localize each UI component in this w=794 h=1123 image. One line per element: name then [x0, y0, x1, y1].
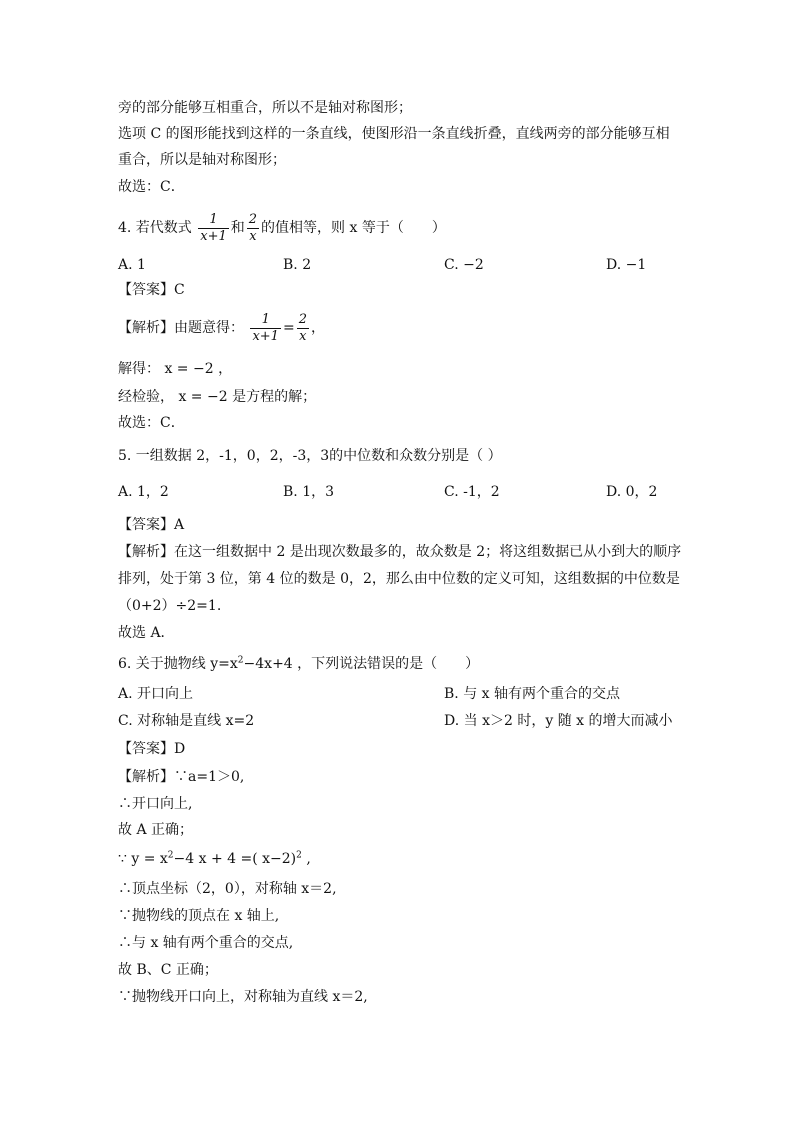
- question-4: [118, 210, 446, 246]
- text-line: 故选：C．: [118, 415, 185, 431]
- text-line: 选项 C 的图形能找到这样的一条直线，使图形沿一条直线折叠，直线两旁的部分能够互相: [118, 126, 670, 142]
- fraction-denominator: x: [249, 228, 257, 244]
- question-5: 5. 一组数据 2，-1，0，2，-3，3的中位数和众数分别是（ ）: [118, 448, 502, 464]
- text-line: ∵抛物线的顶点在 x 轴上,: [118, 908, 280, 924]
- analysis-suffix: ，: [310, 320, 325, 336]
- fraction-numerator: 2: [298, 311, 307, 327]
- text-line: 排列，处于第 3 位，第 4 位的数是 0，2，那么由中位数的定义可知，这组数据的中位数是: [118, 571, 680, 587]
- text-line: ∴与 x 轴有两个重合的交点,: [118, 935, 294, 951]
- fraction: [247, 212, 259, 245]
- fraction-numerator: 1: [261, 311, 270, 327]
- analysis: 【解析】∵a=1＞0,: [118, 769, 245, 785]
- option-b: B. 与 x 轴有两个重合的交点: [444, 686, 620, 702]
- analysis: 【解析】在这一组数据中 2 是出现次数最多的，故众数是 2；将这组数据已从小到大的顺序: [118, 544, 682, 560]
- question-6: [118, 654, 479, 674]
- question-4-suffix: 的值相等，则 x 等于（ ）: [261, 220, 446, 236]
- answer: 【答案】D: [118, 741, 186, 757]
- analysis-prefix: 【解析】由题意得：: [118, 320, 244, 336]
- formula-prefix: ∵ y = x: [118, 851, 168, 867]
- option-c: C. -1，2: [444, 484, 500, 500]
- option-d: D. 0，2: [606, 484, 658, 500]
- fraction-denominator: x+1: [252, 328, 279, 344]
- text-line: ∵抛物线开口向上，对称轴为直线 x＝2,: [118, 989, 368, 1005]
- fraction-denominator: x+1: [200, 228, 227, 244]
- text-line: ∴顶点坐标（2，0），对称轴 x＝2,: [118, 881, 337, 897]
- fraction-denominator: x: [299, 328, 307, 344]
- fraction: [250, 312, 281, 345]
- text-line: [118, 849, 311, 869]
- answer: 【答案】A: [118, 517, 185, 533]
- text-line: 解得： x = −2 ，: [118, 361, 233, 377]
- option-c: C. −2: [444, 257, 484, 273]
- text-line: ∴开口向上,: [118, 796, 193, 812]
- option-a: A. 1: [118, 257, 146, 273]
- option-a: A. 1，2: [118, 484, 169, 500]
- option-d: D. −1: [606, 257, 647, 273]
- question-4-mid: 和: [230, 220, 245, 236]
- option-b: B. 1，3: [283, 484, 335, 500]
- superscript: 2: [237, 655, 244, 666]
- fraction-numerator: 1: [209, 211, 218, 227]
- question-6-suffix: −4x+4 ，下列说法错误的是（ ）: [243, 656, 480, 672]
- option-c: C. 对称轴是直线 x=2: [118, 713, 255, 729]
- question-4-prefix: 4. 若代数式: [118, 220, 192, 236]
- text-line: 故 A 正确；: [118, 822, 194, 838]
- text-line: （0+2）÷2=1.: [118, 598, 222, 614]
- analysis: [118, 308, 325, 348]
- question-6-prefix: 6. 关于抛物线 y=x: [118, 656, 238, 672]
- fraction: [198, 212, 229, 245]
- text-line: 故 B、C 正确；: [118, 962, 218, 978]
- option-d: D. 当 x＞2 时，y 随 x 的增大而减小: [444, 713, 673, 729]
- option-a: A. 开口向上: [118, 686, 194, 702]
- text-line: 旁的部分能够互相重合，所以不是轴对称图形；: [118, 100, 412, 116]
- formula-mid: −4 x + 4 =( x−2): [173, 851, 297, 867]
- text-line: 故选 A．: [118, 625, 175, 641]
- text-line: 故选：C．: [118, 179, 185, 195]
- answer: 【答案】C: [118, 282, 185, 298]
- superscript: 2: [296, 850, 302, 861]
- fraction-numerator: 2: [248, 211, 258, 227]
- text-line: 重合，所以是轴对称图形；: [118, 152, 286, 168]
- formula-suffix: ,: [301, 851, 311, 867]
- fraction: [297, 312, 309, 345]
- superscript: 2: [167, 850, 174, 861]
- text-line: 经检验， x = −2 是方程的解；: [118, 389, 317, 405]
- option-b: B. 2: [283, 257, 312, 273]
- equals-sign: =: [282, 320, 295, 336]
